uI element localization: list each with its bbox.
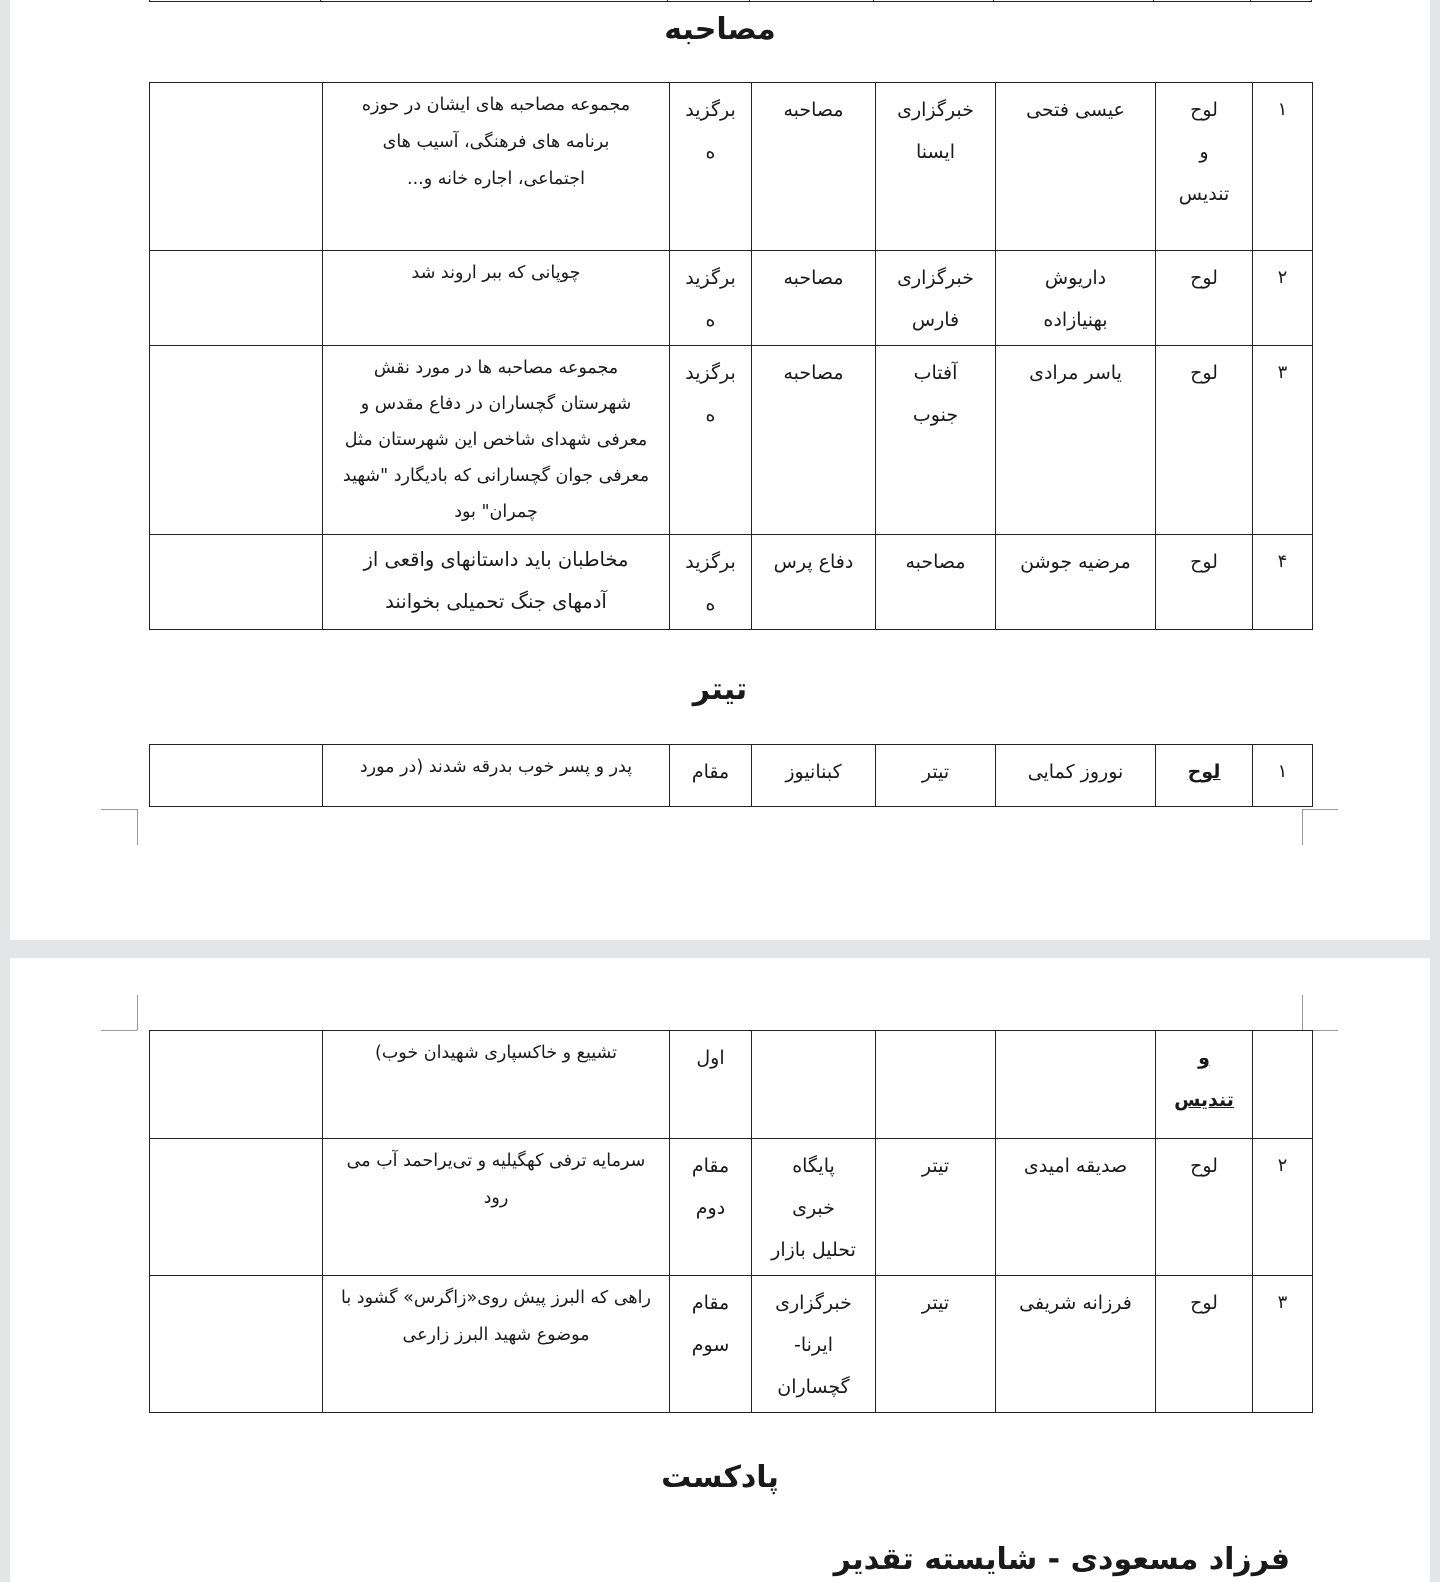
cell-rank-text: مقام دوم — [691, 1155, 730, 1219]
cell-award-text: لوح — [1190, 1292, 1218, 1314]
cell-award-text: لوح و تندیس — [1178, 99, 1230, 205]
cell-title-text: پدر و پسر خوب بدرقه شدند (در مورد — [359, 757, 633, 777]
table-row — [150, 535, 1313, 630]
cell-category-text: خبرگزاری ایرنا- گچساران — [775, 1292, 852, 1398]
cell-name — [996, 251, 1156, 346]
cell-title — [323, 1139, 670, 1276]
cell-title — [323, 251, 670, 346]
cell-title-text: تشییع و خاکسپاری شهیدان خوب) — [375, 1043, 617, 1063]
section-heading-titr: تیتر — [692, 672, 748, 707]
table-row — [150, 745, 1313, 807]
cell-name-text: مرضیه جوشن — [1020, 551, 1131, 573]
crop-mark — [101, 809, 137, 810]
cell-notes — [150, 1276, 323, 1413]
cell-row-number-text: ۱ — [1277, 761, 1288, 782]
cell-title-text: مجموعه مصاحبه های ایشان در حوزه برنامه های فرهنگی، آسیب های اجتماعی، اجاره خانه و... — [361, 95, 631, 189]
titr-table-part-1 — [149, 744, 1313, 807]
table-row — [150, 346, 1313, 535]
cell-award — [1156, 745, 1253, 807]
cell-title-text: سرمایه ترفی کهگیلیه و تی‌یراحمد آب می رود — [346, 1151, 646, 1208]
cell-category — [752, 251, 876, 346]
cell-award — [1156, 1276, 1253, 1413]
cell-award-text: لوح — [1190, 551, 1218, 573]
cell-notes — [150, 346, 323, 535]
cell-name — [996, 535, 1156, 630]
cell-category-text: مصاحبه — [783, 267, 844, 289]
crop-mark — [1302, 995, 1303, 1030]
cell-row-number-text: ۴ — [1277, 551, 1288, 572]
cell-award — [1156, 1031, 1253, 1139]
cell-outlet-text: آفتاب جنوب — [912, 362, 959, 426]
cell-title-text: چوپانی که ببر اروند شد — [411, 263, 581, 283]
cell-row-number — [1253, 1139, 1313, 1276]
cell-name-text: عیسی فتحی — [1026, 99, 1125, 121]
cell-category-text: دفاع پرس — [773, 551, 854, 573]
cell-row-number — [1253, 1031, 1313, 1139]
titr-table-part-2 — [149, 1030, 1313, 1413]
cell-award — [1156, 535, 1253, 630]
cell-outlet — [876, 1276, 996, 1413]
table-row — [150, 83, 1313, 251]
crop-mark — [1302, 809, 1338, 810]
interview-table — [149, 82, 1313, 630]
cell-title — [323, 83, 670, 251]
cell-name — [996, 1276, 1156, 1413]
cell-row-number-text: ۲ — [1277, 1155, 1288, 1176]
cell-category-text: کبنانیوز — [785, 761, 842, 783]
cell-category — [752, 1031, 876, 1139]
cell-award — [1156, 346, 1253, 535]
cell-notes — [150, 745, 323, 807]
cell-outlet-text: تیتر — [921, 1155, 950, 1177]
crop-mark — [101, 1030, 137, 1031]
cell-outlet-text: خبرگزاری ایسنا — [897, 99, 974, 163]
cell-outlet-text: تیتر — [921, 1292, 950, 1314]
cell-outlet-text: خبرگزاری فارس — [897, 267, 974, 331]
cell-rank-text: برگزید ه — [685, 551, 736, 615]
cell-category-text: مصاحبه — [783, 362, 844, 384]
cell-row-number — [1253, 1276, 1313, 1413]
section-heading-interview: مصاحبه — [664, 12, 776, 47]
cell-award-text: لوح — [1190, 1155, 1218, 1177]
cell-name-text: یاسر مرادی — [1029, 362, 1122, 384]
cell-outlet — [876, 1031, 996, 1139]
cell-title-text: مخاطبان باید داستانهای واقعی از آدمهای جنگ تحمیلی بخوانند — [363, 548, 629, 613]
cell-outlet-text: تیتر — [921, 761, 950, 783]
cell-award — [1156, 1139, 1253, 1276]
cell-outlet-text: مصاحبه — [905, 551, 966, 573]
cell-rank — [670, 745, 752, 807]
cell-row-number — [1253, 346, 1313, 535]
cell-name-text: فرزانه شریفی — [1019, 1292, 1132, 1314]
cell-rank-text: برگزید ه — [685, 362, 736, 426]
cell-category — [752, 1276, 876, 1413]
cell-notes — [150, 535, 323, 630]
table-row — [150, 1276, 1313, 1413]
cell-category — [752, 83, 876, 251]
cell-category — [752, 1139, 876, 1276]
cell-row-number-text: ۳ — [1277, 1292, 1288, 1313]
cell-outlet — [876, 83, 996, 251]
cell-award-text: لوح — [1187, 761, 1221, 783]
crop-mark — [1302, 809, 1303, 845]
cell-outlet — [876, 745, 996, 807]
cell-name-text: نوروز کمایی — [1027, 761, 1124, 783]
cell-row-number-text: ۲ — [1277, 267, 1288, 288]
cell-name — [996, 346, 1156, 535]
cell-outlet — [876, 535, 996, 630]
cell-title-text: راهی که البرز پیش روی«زاگرس» گشود با موضوع شهید البرز زارعی — [341, 1288, 651, 1345]
cell-row-number — [1253, 83, 1313, 251]
table-row — [150, 251, 1313, 346]
cell-row-number — [1253, 745, 1313, 807]
cell-row-number — [1253, 535, 1313, 630]
cell-rank-text: مقام — [691, 761, 730, 783]
cell-rank — [670, 251, 752, 346]
cell-title — [323, 535, 670, 630]
cell-title-text: مجموعه مصاحبه ها در مورد نقش شهرستان گچساران در دفاع مقدس و معرفی شهدای شاخص این شهرستان مثل معرفی جوان گچسارانی که بادیگارد "شهید چمران" بود — [342, 358, 650, 522]
cell-award — [1156, 251, 1253, 346]
cell-row-number-text: ۳ — [1277, 362, 1288, 383]
cell-rank-text: برگزید ه — [685, 267, 736, 331]
cell-award-text: لوح — [1190, 267, 1218, 289]
cell-title — [323, 1276, 670, 1413]
cell-rank-text: اول — [696, 1047, 725, 1069]
cell-rank — [670, 83, 752, 251]
cell-rank — [670, 1276, 752, 1413]
table-row — [150, 1139, 1313, 1276]
cell-name — [996, 745, 1156, 807]
cell-title — [323, 1031, 670, 1139]
cell-name — [996, 83, 1156, 251]
cell-award — [1156, 83, 1253, 251]
cell-name-text: صدیقه امیدی — [1023, 1155, 1128, 1177]
section-heading-podcast: پادکست — [661, 1460, 779, 1495]
crop-mark — [137, 995, 138, 1030]
cell-notes — [150, 1031, 323, 1139]
cell-rank — [670, 1139, 752, 1276]
cell-rank-text: برگزید ه — [685, 99, 736, 163]
cell-row-number — [1253, 251, 1313, 346]
cell-category — [752, 535, 876, 630]
cell-title — [323, 346, 670, 535]
cell-notes — [150, 83, 323, 251]
cell-name — [996, 1139, 1156, 1276]
cell-rank — [670, 535, 752, 630]
cell-name-text: داریوش بهنیازاده — [1043, 267, 1108, 331]
cell-title — [323, 745, 670, 807]
podcast-winners-line: فرزاد مسعودی - شایسته تقدیر — [833, 1542, 1290, 1577]
cell-category-text: مصاحبه — [783, 99, 844, 121]
cell-outlet — [876, 1139, 996, 1276]
previous-table-bottom-border — [149, 0, 1312, 2]
cell-row-number-text: ۱ — [1277, 99, 1288, 120]
cell-outlet — [876, 346, 996, 535]
cell-notes — [150, 251, 323, 346]
cell-rank — [670, 346, 752, 535]
cell-rank — [670, 1031, 752, 1139]
crop-mark — [137, 809, 138, 845]
table-row — [150, 1031, 1313, 1139]
cell-category-text: پایگاه خبری تحلیل بازار — [771, 1155, 856, 1261]
cell-name — [996, 1031, 1156, 1139]
cell-award-text: و تندیس — [1174, 1047, 1234, 1111]
cell-outlet — [876, 251, 996, 346]
cell-notes — [150, 1139, 323, 1276]
cell-rank-text: مقام سوم — [691, 1292, 730, 1356]
cell-category — [752, 346, 876, 535]
cell-category — [752, 745, 876, 807]
cell-award-text: لوح — [1190, 362, 1218, 384]
